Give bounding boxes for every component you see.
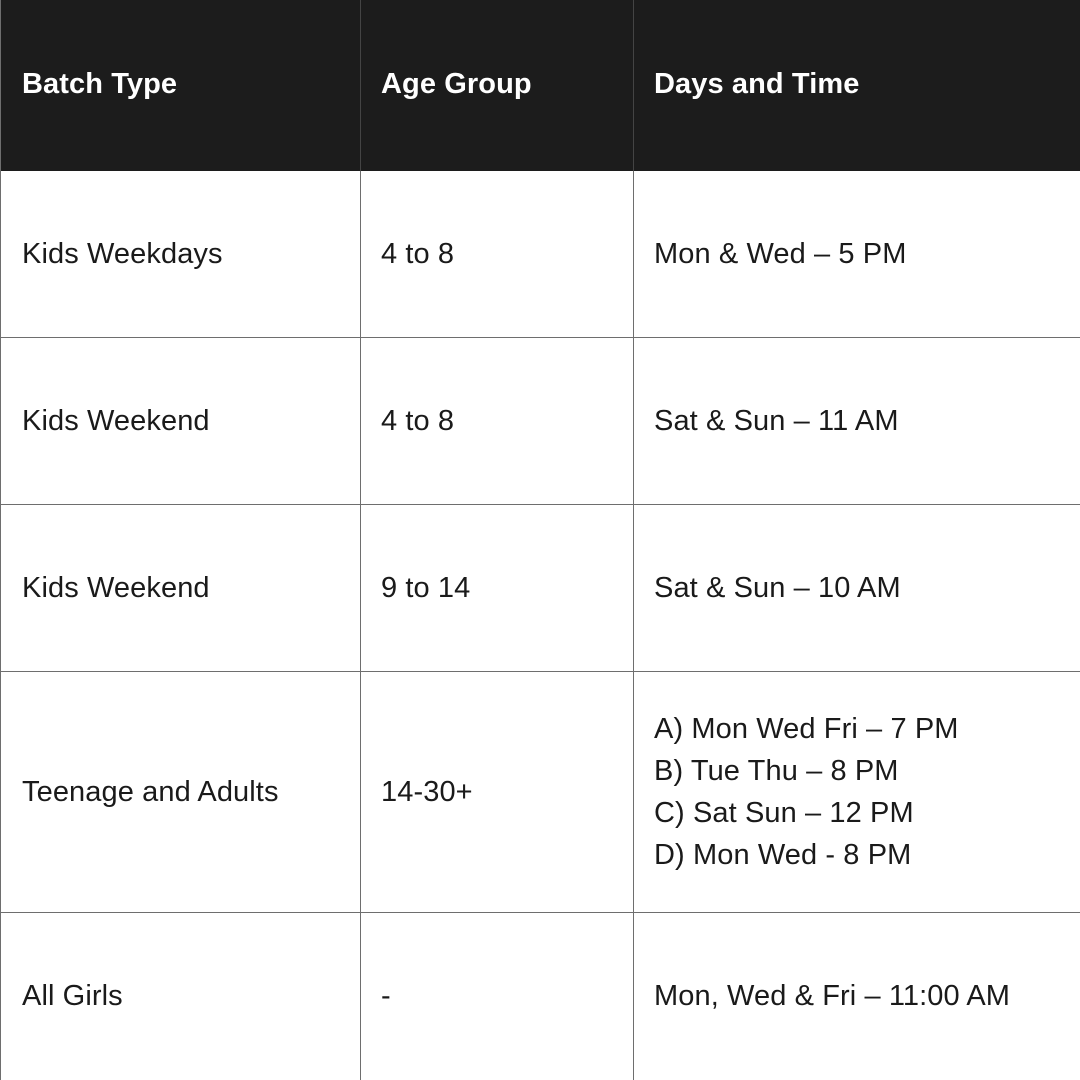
header-days-and-time: Days and Time [634,0,1080,171]
cell-days-time: Mon, Wed & Fri – 11:00 AM [654,980,1011,1012]
cell-age-group: 4 to 8 [361,338,634,505]
cell-age-group: 4 to 8 [361,171,634,338]
days-time-option-d: D) Mon Wed - 8 PM [654,839,912,871]
days-time-option-a: A) Mon Wed Fri – 7 PM [654,713,959,745]
cell-days-time: Sat & Sun – 11 AM [634,338,1080,505]
cell-batch-type: Kids Weekend [0,338,361,505]
days-time-option-b: B) Tue Thu – 8 PM [654,755,899,787]
cell-age-group: 9 to 14 [361,505,634,672]
header-age-group: Age Group [361,0,634,171]
cell-age-group: 14-30+ [361,672,634,913]
cell-age-group: - [361,913,634,1080]
cell-batch-type: All Girls [0,913,361,1080]
cell-days-time-list [634,672,1080,913]
header-batch-type: Batch Type [0,0,361,171]
cell-batch-type: Kids Weekdays [0,171,361,338]
cell-batch-type: Teenage and Adults [0,672,361,913]
cell-days-time: Mon & Wed – 5 PM [634,171,1080,338]
days-time-option-c: C) Sat Sun – 12 PM [654,797,914,829]
cell-days-time: Sat & Sun – 10 AM [634,505,1080,672]
cell-batch-type: Kids Weekend [0,505,361,672]
